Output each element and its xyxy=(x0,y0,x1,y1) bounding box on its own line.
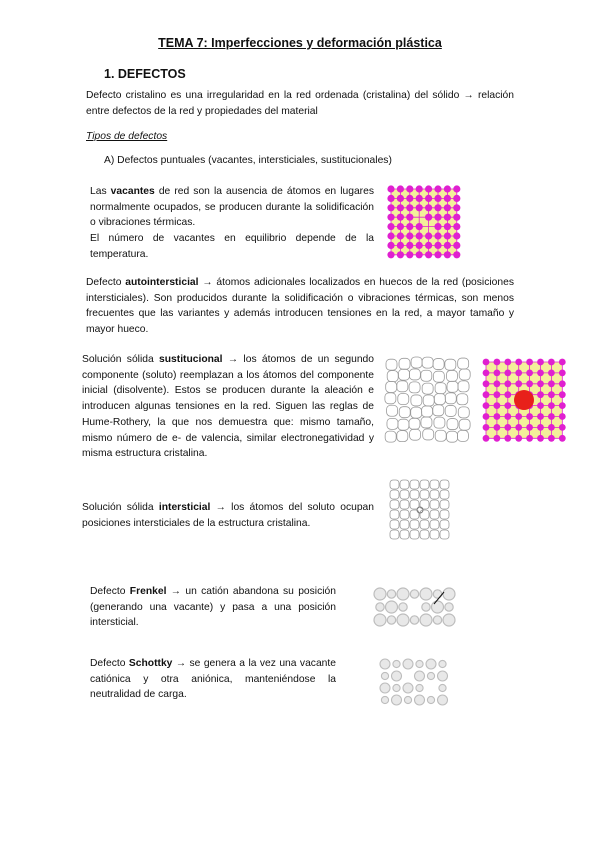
lattice-atom xyxy=(397,242,404,249)
lattice-atom xyxy=(483,391,490,398)
lattice-atom xyxy=(559,391,566,398)
ion xyxy=(392,671,402,681)
lattice-atom xyxy=(425,242,432,249)
ion xyxy=(438,671,448,681)
frenkel-bold: Frenkel xyxy=(129,586,167,597)
lattice-atom xyxy=(537,413,544,420)
lattice-atom xyxy=(494,359,501,366)
auto-post: → átomos adicionales localizados en huecos de la red (posiciones intersticiales). Son producidos durante la solidificación o vibraciones térmicas, son menos frecuentes que las variantes y además introducen tensiones en la red, a mayor tamaño y mayor hueco. xyxy=(86,277,514,336)
lattice-atom xyxy=(515,413,522,420)
lattice-atom xyxy=(406,214,413,221)
lattice-atom xyxy=(537,370,544,377)
lattice-atom xyxy=(397,195,404,202)
schottky-paragraph xyxy=(90,656,336,703)
lattice-atom xyxy=(397,214,404,221)
interstitial-lattice-figure xyxy=(388,478,452,542)
lattice-atom xyxy=(537,435,544,442)
lattice-atom xyxy=(515,435,522,442)
lattice-atom xyxy=(494,413,501,420)
lattice-atom xyxy=(504,391,511,398)
lattice-atom xyxy=(494,402,501,409)
lattice-atom xyxy=(537,424,544,431)
intersticial-paragraph xyxy=(82,500,374,531)
lattice-atom xyxy=(504,402,511,409)
lattice-atom xyxy=(483,424,490,431)
schottky-bold: Schottky xyxy=(128,658,173,669)
lattice-atom xyxy=(548,359,555,366)
ion xyxy=(415,695,425,705)
lattice-atom xyxy=(526,380,533,387)
sustitucional-paragraph xyxy=(82,352,374,462)
lattice-atom xyxy=(453,251,460,258)
lattice-atom xyxy=(444,185,451,192)
schottky-defect-figure xyxy=(378,656,450,708)
lattice-atom xyxy=(537,359,544,366)
lattice-atom xyxy=(387,204,394,211)
ion xyxy=(427,672,434,679)
ion xyxy=(374,614,386,626)
lattice-atom xyxy=(526,424,533,431)
lattice-atom xyxy=(559,402,566,409)
ion xyxy=(427,696,434,703)
lattice-atom xyxy=(559,359,566,366)
lattice-atom xyxy=(494,424,501,431)
lattice-atom xyxy=(406,223,413,230)
lattice-atom xyxy=(515,370,522,377)
lattice-atom xyxy=(444,204,451,211)
vacantes-paragraph xyxy=(90,184,374,231)
lattice-atom xyxy=(406,204,413,211)
intro-paragraph: Defecto cristalino es una irregularidad en la red ordenada (cristalina) del sólido → relación entre defectos de la red y propiedades del material xyxy=(86,90,514,117)
ion xyxy=(438,695,448,705)
vacantes-pre: Las xyxy=(90,186,111,197)
lattice-atom xyxy=(434,214,441,221)
lattice-atom xyxy=(387,214,394,221)
ion xyxy=(380,659,390,669)
lattice-atom xyxy=(387,195,394,202)
schottky-post: → se genera a la vez una vacante catiónica y otra aniónica, manteniéndose la neutralidad de carga. xyxy=(90,658,336,701)
lattice-atom xyxy=(397,204,404,211)
lattice-atom xyxy=(548,435,555,442)
section-heading-defectos: 1. DEFECTOS xyxy=(104,67,186,81)
lattice-atom xyxy=(494,370,501,377)
lattice-atom xyxy=(425,204,432,211)
lattice-atom xyxy=(483,413,490,420)
lattice-atom xyxy=(397,232,404,239)
lattice-atom xyxy=(387,232,394,239)
lattice-atom xyxy=(434,195,441,202)
lattice-atom xyxy=(444,242,451,249)
lattice-atom xyxy=(444,232,451,239)
lattice-atom xyxy=(434,185,441,192)
lattice-atom xyxy=(425,214,432,221)
ion xyxy=(403,659,413,669)
frenkel-defect-figure xyxy=(372,584,456,632)
ion xyxy=(403,683,413,693)
lattice-atom xyxy=(406,185,413,192)
lattice-atom xyxy=(504,424,511,431)
vacantes-bold: vacantes xyxy=(110,186,155,197)
ion xyxy=(397,614,409,626)
ion xyxy=(420,614,432,626)
inter-pre: Solución sólida xyxy=(82,502,159,513)
lattice-atom xyxy=(416,195,423,202)
lattice-atom xyxy=(387,185,394,192)
lattice-atom xyxy=(526,370,533,377)
lattice-atom xyxy=(453,232,460,239)
lattice-atom xyxy=(425,251,432,258)
sust-bold: sustitucional xyxy=(159,354,223,365)
autointersticial-paragraph xyxy=(86,275,514,338)
lattice-atom xyxy=(548,370,555,377)
lattice-atom xyxy=(504,370,511,377)
ion xyxy=(422,603,430,611)
lattice-atom xyxy=(416,204,423,211)
lattice-atom xyxy=(416,251,423,258)
ion xyxy=(381,672,388,679)
lattice-atom xyxy=(483,359,490,366)
lattice-atom xyxy=(559,435,566,442)
frenkel-post: → un catión abandona su posición (generando una vacante) y pasa a una posición intersticial. xyxy=(90,586,336,629)
ion xyxy=(381,696,388,703)
lattice-atom xyxy=(526,435,533,442)
lattice-atom xyxy=(434,232,441,239)
lattice-atom xyxy=(406,251,413,258)
lattice-atom xyxy=(453,214,460,221)
ion xyxy=(420,588,432,600)
lattice-atom xyxy=(397,251,404,258)
ion xyxy=(387,616,395,624)
ion xyxy=(374,588,386,600)
ion xyxy=(432,601,444,613)
lattice-atom xyxy=(548,391,555,398)
frenkel-paragraph xyxy=(90,584,336,631)
lattice-atom xyxy=(548,402,555,409)
frenkel-pre: Defecto xyxy=(90,586,130,597)
lattice-atom xyxy=(387,223,394,230)
ion xyxy=(443,614,455,626)
ion xyxy=(397,588,409,600)
substitutional-lattice-figure xyxy=(482,358,566,442)
lattice-atom xyxy=(444,214,451,221)
lattice-atom xyxy=(453,185,460,192)
lattice-atom xyxy=(537,402,544,409)
lattice-atom xyxy=(548,380,555,387)
lattice-atom xyxy=(504,435,511,442)
ion xyxy=(387,590,395,598)
inter-post: → los átomos del soluto ocupan posiciones intersticiales de la estructura cristalina. xyxy=(82,502,375,529)
lattice-atom xyxy=(494,391,501,398)
lattice-atom xyxy=(453,223,460,230)
lattice-atom xyxy=(453,242,460,249)
lattice-atom xyxy=(444,251,451,258)
lattice-atom xyxy=(494,380,501,387)
lattice-atom xyxy=(494,435,501,442)
auto-bold: autointersticial xyxy=(125,277,199,288)
sust-post: → los átomos de un segundo componente (soluto) reemplazan a los átomos del componente inicial (disolvente). Estos se producen durante la aleación e introducen algunas tensiones en la red. Siguen las reglas de Hume-Rothery, la que nos demuestra que: mismo tamaño, mismo número de e- de valencia, similar electronegatividad y misma estructura cristalina. xyxy=(82,354,374,460)
lattice-atom xyxy=(483,402,490,409)
distorted-lattice-figure xyxy=(384,356,472,444)
ion xyxy=(445,603,453,611)
lattice-atom xyxy=(483,435,490,442)
inter-bold: intersticial xyxy=(158,502,211,513)
vacantes-post: de red son la ausencia de átomos en lugares normalmente ocupados, se producen durante la solidificación o vibraciones térmicas. xyxy=(90,186,374,229)
vacantes-temperature: El número de vacantes en equilibrio depende de la temperatura. xyxy=(90,233,374,260)
page-title: TEMA 7: Imperfecciones y deformación plástica xyxy=(158,36,442,50)
ion xyxy=(392,695,402,705)
lattice-atom xyxy=(515,380,522,387)
ion xyxy=(443,588,455,600)
lattice-atom xyxy=(387,251,394,258)
lattice-atom xyxy=(425,185,432,192)
lattice-atom xyxy=(504,359,511,366)
ion xyxy=(393,660,400,667)
lattice-atom xyxy=(397,185,404,192)
lattice-atom xyxy=(453,195,460,202)
lattice-atom xyxy=(559,424,566,431)
lattice-atom xyxy=(434,204,441,211)
ion xyxy=(416,660,423,667)
ion xyxy=(439,684,446,691)
lattice-atom xyxy=(397,223,404,230)
lattice-atom xyxy=(416,242,423,249)
auto-pre: Defecto xyxy=(86,277,126,288)
lattice-atom xyxy=(406,232,413,239)
lattice-atom xyxy=(548,413,555,420)
ion xyxy=(416,684,423,691)
ion xyxy=(404,696,411,703)
ion xyxy=(386,601,398,613)
schottky-pre: Defecto xyxy=(90,658,129,669)
tipos-heading: Tipos de defectos xyxy=(86,131,168,142)
ion xyxy=(399,603,407,611)
ion xyxy=(415,671,425,681)
item-a-puntuales: A) Defectos puntuales (vacantes, intersticiales, sustitucionales) xyxy=(104,155,392,166)
solute-atom xyxy=(514,390,534,410)
ion xyxy=(433,616,441,624)
lattice-atom xyxy=(526,413,533,420)
lattice-atom xyxy=(504,380,511,387)
lattice-atom xyxy=(483,370,490,377)
lattice-atom xyxy=(526,359,533,366)
lattice-atom xyxy=(444,195,451,202)
ion xyxy=(376,603,384,611)
lattice-atom xyxy=(434,242,441,249)
ion xyxy=(439,660,446,667)
lattice-atom xyxy=(515,359,522,366)
lattice-atom xyxy=(425,195,432,202)
lattice-atom xyxy=(559,413,566,420)
lattice-atom xyxy=(444,223,451,230)
lattice-atom xyxy=(406,242,413,249)
lattice-atom xyxy=(416,223,423,230)
sust-pre: Solución sólida xyxy=(82,354,160,365)
ion xyxy=(410,590,418,598)
lattice-atom xyxy=(515,424,522,431)
lattice-atom xyxy=(504,413,511,420)
ion xyxy=(426,659,436,669)
lattice-atom xyxy=(537,391,544,398)
lattice-atom xyxy=(548,424,555,431)
vacancy-lattice-figure xyxy=(386,184,462,260)
lattice-atom xyxy=(453,204,460,211)
ion xyxy=(410,616,418,624)
lattice-atom xyxy=(559,370,566,377)
ion xyxy=(380,683,390,693)
lattice-atom xyxy=(434,251,441,258)
lattice-atom xyxy=(537,380,544,387)
lattice-atom xyxy=(416,232,423,239)
lattice-atom xyxy=(483,380,490,387)
lattice-atom xyxy=(425,232,432,239)
lattice-atom xyxy=(434,223,441,230)
lattice-atom xyxy=(416,185,423,192)
ion xyxy=(393,684,400,691)
lattice-atom xyxy=(559,380,566,387)
lattice-atom xyxy=(406,195,413,202)
lattice-atom xyxy=(387,242,394,249)
